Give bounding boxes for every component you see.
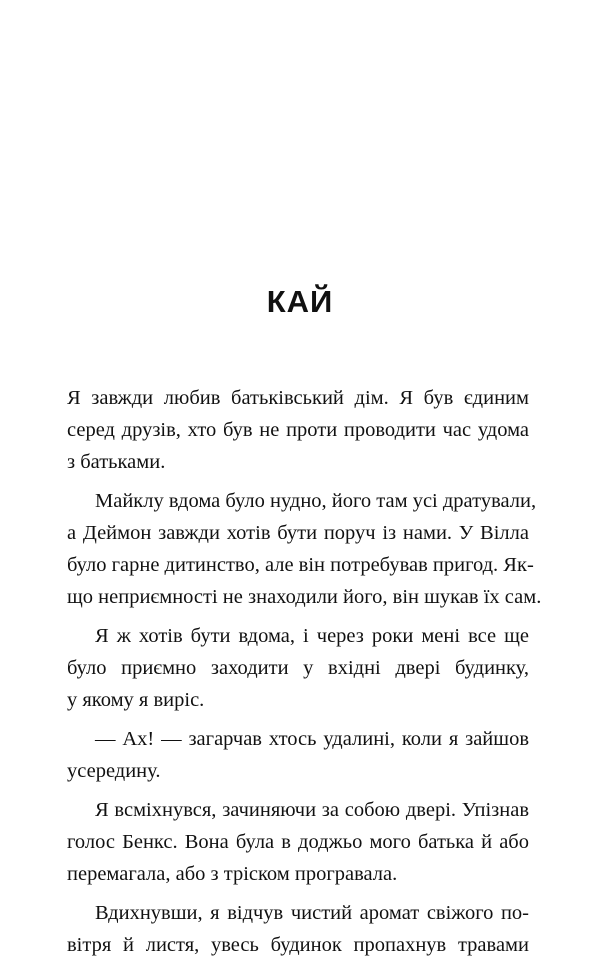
text-line: перемагала, або з тріском програвала. (67, 863, 398, 885)
text-line: з батьками. (67, 451, 166, 473)
paragraph-1 (67, 382, 529, 478)
paragraph-2 (67, 485, 542, 613)
text-line: Я завжди любив батьківський дім. Я був єдиним (67, 387, 529, 409)
text-line: у якому я виріс. (67, 689, 205, 711)
text-line: було гарне дитинство, але він потребував пригод. Як- (67, 554, 534, 576)
text-line: серед друзів, хто був не проти проводити час удома (67, 419, 529, 441)
text-line: Майклу вдома було нудно, його там усі дратували, (95, 490, 537, 512)
text-line: Вдихнувши, я відчув чистий аромат свіжого по- (95, 902, 529, 924)
paragraph-6 (67, 897, 529, 961)
chapter-body (67, 382, 542, 968)
text-line: вітря й листя, увесь будинок пропахнув травами (67, 934, 529, 956)
text-line: голос Бенкс. Вона була в доджьо мого батька й або (67, 831, 529, 853)
text-line: — Ах! — загарчав хтось удалині, коли я зайшов (95, 728, 529, 750)
text-line: було приємно заходити у вхідні двері будинку, (67, 657, 529, 679)
text-line: Я всміхнувся, зачиняючи за собою двері. Упізнав (95, 799, 529, 821)
paragraph-4 (67, 723, 529, 787)
text-line: а Деймон завжди хотів бути поруч із нами. У Вілла (67, 522, 529, 544)
paragraph-5 (67, 794, 529, 890)
chapter-title: КАЙ (266, 284, 334, 319)
text-line: усередину. (67, 760, 161, 782)
text-line: що неприємності не знаходили його, він шукав їх сам. (67, 586, 542, 608)
text-line: Я ж хотів бути вдома, і через роки мені все ще (95, 625, 529, 647)
paragraph-3 (67, 620, 529, 716)
